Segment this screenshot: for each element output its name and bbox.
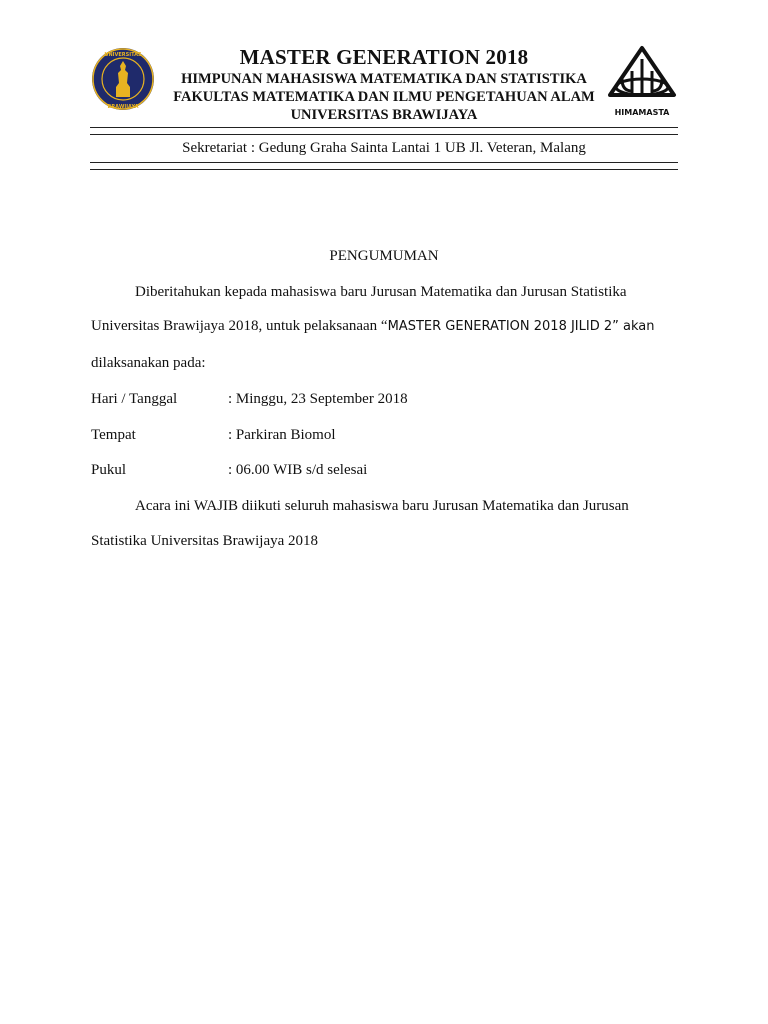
- detail-value: : Parkiran Biomol: [228, 427, 336, 443]
- svg-text:UNIVERSITAS: UNIVERSITAS: [104, 52, 142, 58]
- organization-name: HIMPUNAN MAHASISWA MATEMATIKA DAN STATISTIKA: [181, 71, 587, 87]
- detail-label: Tempat: [91, 427, 136, 443]
- paragraph-2-line-1: Acara ini WAJIB diikuti seluruh mahasiswa baru Jurusan Matematika dan Jurusan: [135, 498, 629, 514]
- paragraph-1-line-1: Diberitahukan kepada mahasiswa baru Jurusan Matematika dan Jurusan Statistika: [135, 284, 627, 300]
- faculty-name: FAKULTAS MATEMATIKA DAN ILMU PENGETAHUAN ALAM: [173, 89, 595, 105]
- himamasta-logo-text: HIMAMASTA: [614, 108, 670, 117]
- paragraph-1-line-3: dilaksanakan pada:: [91, 355, 206, 371]
- detail-label: Pukul: [91, 462, 127, 478]
- paragraph-1-line-2: [91, 318, 654, 335]
- paragraph-1-line-2-text: Universitas Brawijaya 2018, untuk pelaksanaan “: [91, 318, 388, 334]
- university-name: UNIVERSITAS BRAWIJAYA: [290, 107, 478, 123]
- event-name-quote: MASTER GENERATION 2018 JILID 2” akan: [387, 319, 655, 334]
- detail-label: Hari / Tanggal: [91, 391, 178, 407]
- secretariat-address: Sekretariat : Gedung Graha Sainta Lantai 1 UB Jl. Veteran, Malang: [182, 140, 586, 156]
- detail-value: : 06.00 WIB s/d selesai: [228, 462, 368, 478]
- himamasta-logo: [606, 45, 678, 119]
- letterhead: [0, 0, 768, 180]
- detail-value: : Minggu, 23 September 2018: [228, 391, 408, 407]
- double-rule-top: [90, 127, 678, 135]
- announcement-heading: PENGUMUMAN: [329, 248, 439, 264]
- letterhead-title: MASTER GENERATION 2018: [239, 45, 529, 69]
- university-seal-logo: [91, 47, 155, 111]
- svg-text:BRAWIJAYA: BRAWIJAYA: [107, 104, 139, 110]
- paragraph-2-line-2: Statistika Universitas Brawijaya 2018: [91, 533, 319, 549]
- double-rule-bottom: [90, 162, 678, 170]
